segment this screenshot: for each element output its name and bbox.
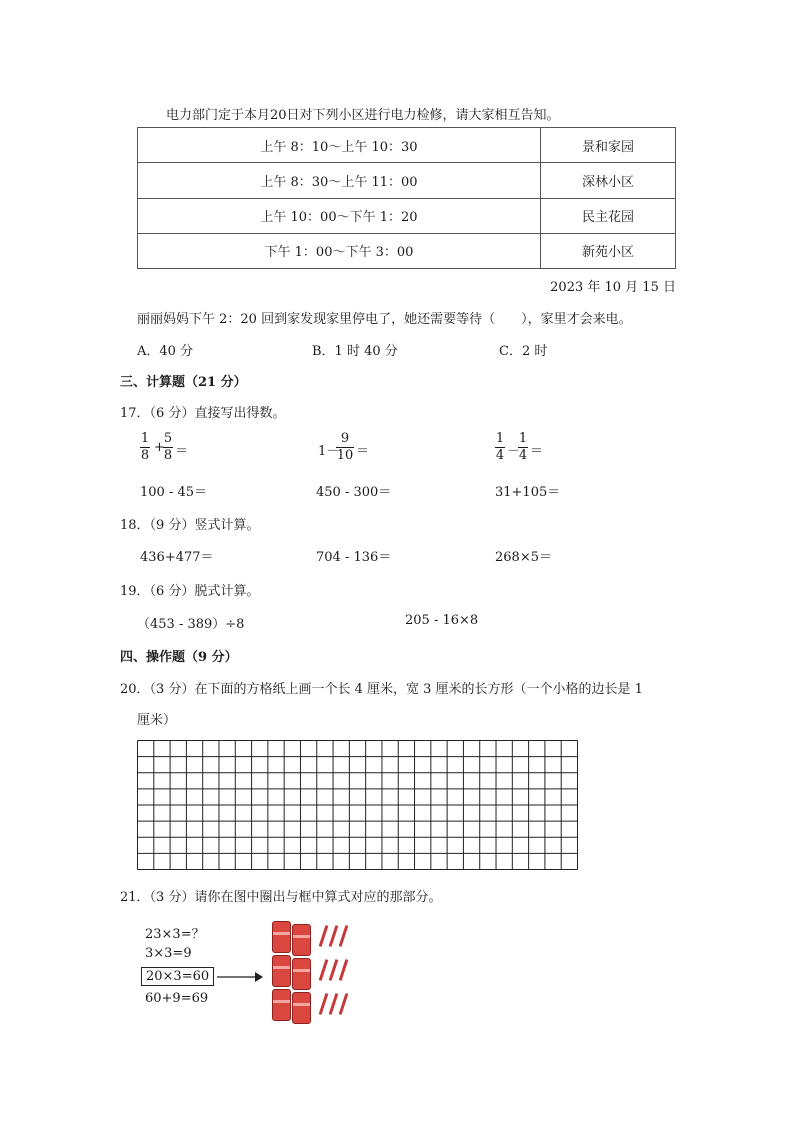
calc-item: 205 - 16×8 bbox=[405, 613, 479, 628]
place-cell: 民主花园 bbox=[540, 198, 675, 233]
place-cell: 新苑小区 bbox=[540, 233, 675, 268]
calc-item: 436+477＝ bbox=[140, 550, 214, 565]
single-stick bbox=[319, 959, 329, 981]
question-21: 21．（3 分）请你在图中圈出与框中算式对应的那部分。 bbox=[120, 890, 442, 905]
calc-item: 31+105＝ bbox=[495, 485, 561, 500]
section-heading: 四、操作题（9 分） bbox=[120, 650, 238, 665]
calc-item: 100 - 45＝ bbox=[140, 485, 208, 500]
table-row bbox=[138, 163, 676, 198]
boxed-equation: 20×3=60 bbox=[141, 967, 214, 986]
single-stick bbox=[319, 925, 329, 947]
table-row bbox=[138, 128, 676, 163]
bundle-of-ten bbox=[272, 989, 291, 1021]
fraction: 5 8 bbox=[163, 431, 173, 463]
arrow-icon bbox=[217, 969, 263, 985]
fraction: 1 8 bbox=[140, 431, 150, 463]
section-heading: 三、计算题（21 分） bbox=[120, 375, 247, 390]
time-cell: 上午 10：00～下午 1：20 bbox=[138, 198, 541, 233]
time-cell: 上午 8：30～上午 11：00 bbox=[138, 163, 541, 198]
time-cell: 下午 1：00～下午 3：00 bbox=[138, 233, 541, 268]
option-c: C．2 时 bbox=[499, 344, 548, 359]
fraction: 1 4 bbox=[518, 431, 528, 463]
equation-line: 23×3=？ bbox=[145, 927, 205, 942]
fraction: 9 10 bbox=[336, 431, 354, 463]
single-stick bbox=[339, 959, 349, 981]
place-cell: 深林小区 bbox=[540, 163, 675, 198]
question-20-cont: 厘米） bbox=[137, 713, 177, 728]
bundle-picture bbox=[137, 915, 367, 1023]
bundle-of-ten bbox=[272, 921, 291, 953]
stick-bundles[interactable] bbox=[272, 915, 367, 1023]
schedule-table bbox=[137, 127, 676, 269]
single-stick bbox=[329, 993, 339, 1015]
equation-line: 60+9=69 bbox=[145, 991, 209, 1006]
notice-question: 丽丽妈妈下午 2：20 回到家发现家里停电了，她还需要等待（ ），家里才会来电。 bbox=[137, 312, 632, 327]
question-19: 19．（6 分）脱式计算。 bbox=[120, 584, 260, 599]
calc-item: （453 - 389）÷8 bbox=[137, 617, 245, 632]
question-17: 17．（6 分）直接写出得数。 bbox=[120, 406, 286, 421]
fraction: 1 4 bbox=[495, 431, 505, 463]
time-cell: 上午 8：10～上午 10：30 bbox=[138, 128, 541, 163]
bundle-of-ten bbox=[272, 955, 291, 987]
option-a: A．40 分 bbox=[137, 344, 194, 359]
option-b: B．1 时 40 分 bbox=[312, 344, 398, 359]
table-row bbox=[138, 233, 676, 268]
notice-date: 2023 年 10 月 15 日 bbox=[550, 280, 676, 295]
single-stick bbox=[339, 993, 349, 1015]
single-stick bbox=[319, 993, 329, 1015]
bundle-of-ten bbox=[292, 924, 311, 956]
bundle-of-ten bbox=[292, 958, 311, 990]
calc-item: 450 - 300＝ bbox=[316, 485, 392, 500]
calc-item: 704 - 136＝ bbox=[316, 550, 392, 565]
notice-intro: 电力部门定于本月20日对下列小区进行电力检修，请大家相互告知。 bbox=[166, 108, 560, 123]
single-stick bbox=[339, 925, 349, 947]
table-row bbox=[138, 198, 676, 233]
single-stick bbox=[329, 925, 339, 947]
bundle-of-ten bbox=[292, 992, 311, 1024]
grid-paper[interactable] bbox=[137, 740, 578, 870]
place-cell: 景和家园 bbox=[540, 128, 675, 163]
single-stick bbox=[329, 959, 339, 981]
question-20: 20．（3 分）在下面的方格纸上画一个长 4 厘米，宽 3 厘米的长方形（一个小格的边长是 1 bbox=[120, 682, 643, 697]
equation-line: 3×3=9 bbox=[145, 946, 192, 961]
question-18: 18．（9 分）竖式计算。 bbox=[120, 518, 260, 533]
calc-item: 268×5＝ bbox=[495, 550, 552, 565]
